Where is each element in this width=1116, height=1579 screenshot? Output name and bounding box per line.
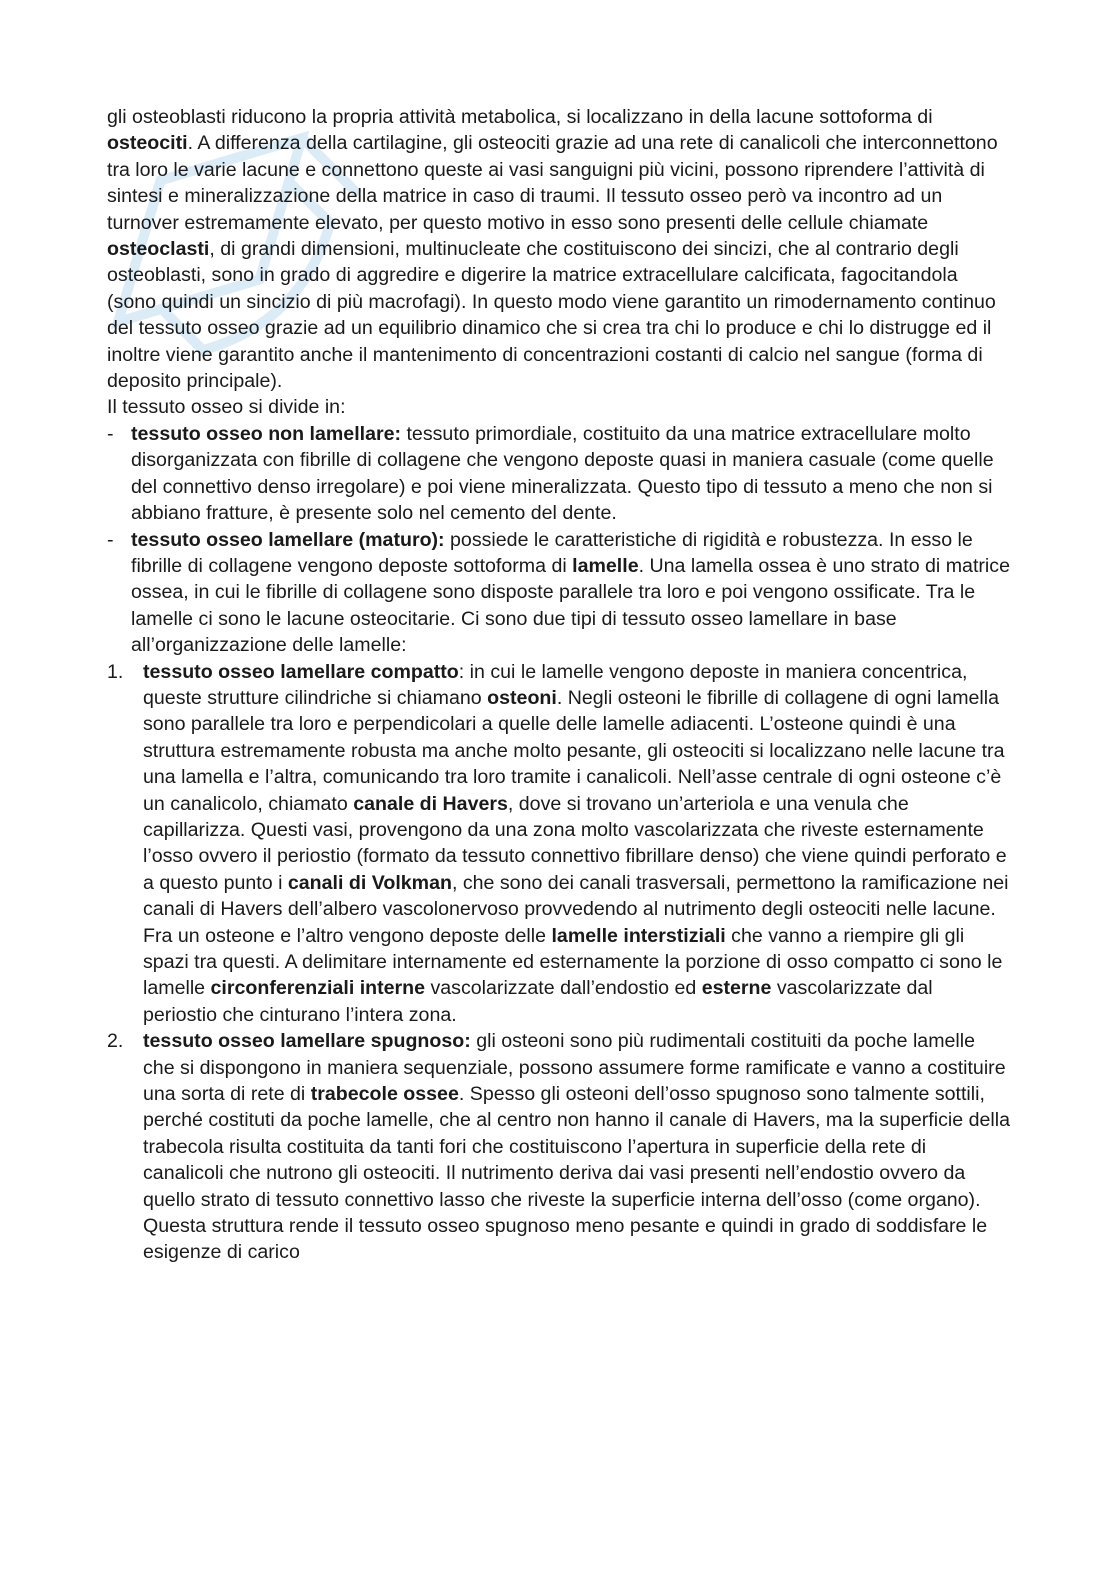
- text-run: . Una lamella ossea è uno strato di matrice ossea, in cui le fibrille di collagene sono disposte parallele tra loro e poi vengono ossificate. Tra le lamelle ci sono le lacune osteocitarie. Ci sono due tipi di tessuto osseo lamellare in base all’organizzazione delle lamelle:: [131, 554, 1010, 657]
- text-run: tessuto primordiale, costituito da una matrice extracellulare molto disorganizzata con fibrille di collagene che vengono deposte quasi in maniera casuale (come quelle del connettivo denso irregolare) e poi viene mineralizzata. Questo tipo di tessuto a meno che non si abbiano fratture, è presente solo nel cemento del dente.: [131, 422, 994, 525]
- bold-term: osteociti: [107, 132, 188, 155]
- bold-term: tessuto osseo lamellare compatto: [143, 660, 459, 683]
- text-run: , che sono dei canali trasversali, permettono la ramificazione nei canali di Havers dell’albero vascolonervoso provvedendo al nutrimento degli osteociti nelle lacune. Fra un osteone e l’altro vengono deposte delle: [143, 871, 1009, 947]
- list-marker: -: [107, 422, 114, 445]
- bold-term: osteoni: [487, 686, 557, 709]
- document-body: [107, 104, 1012, 1266]
- list-marker: 2.: [107, 1030, 124, 1053]
- dash-list: [107, 421, 1012, 659]
- bold-term: lamelle: [572, 554, 639, 577]
- text-run: , dove si trovano un’arteriola e una venula che capillarizza. Questi vasi, provengono da una zona molto vascolarizzata che riveste esternamente l’osso ovvero il periostio (formato da tessuto connettivo fibrillare denso) che viene quindi perforato e a questo punto i: [143, 792, 1007, 894]
- list-marker: -: [107, 528, 114, 551]
- bold-term: esterne: [701, 977, 772, 1000]
- intro-paragraph: [107, 104, 1012, 394]
- text-run: vascolarizzate dall’endostio ed: [425, 977, 702, 1000]
- bold-term: canali di Volkman: [287, 871, 452, 894]
- text-run: : in cui le lamelle vengono deposte in maniera concentrica, queste strutture cilindriche si chiamano: [143, 660, 968, 709]
- dash-list-item: [107, 421, 1012, 527]
- bold-term: canale di Havers: [353, 792, 508, 815]
- bold-term: tessuto osseo lamellare spugnoso:: [143, 1030, 471, 1053]
- divides-line: Il tessuto osseo si divide in:: [107, 396, 346, 419]
- dash-list-item: [107, 527, 1012, 659]
- numbered-list: [107, 659, 1012, 1266]
- text-run: . A differenza della cartilagine, gli osteociti grazie ad una rete di canalicoli che interconnettono tra loro le varie lacune e connettono queste ai vasi sanguigni più vicini, possono riprendere l’attività di sintesi e mineralizzazione della matrice in caso di traumi. Il tessuto osseo però va incontro ad un turnover estremamente elevato, per questo motivo in esso sono presenti delle cellule chiamate: [107, 132, 998, 234]
- text-run: gli osteoblasti riducono la propria attività metabolica, si localizzano in della lacune sottoforma di: [107, 106, 933, 128]
- list-marker: 1.: [107, 660, 124, 683]
- text-run: gli osteoni sono più rudimentali costituiti da poche lamelle che si dispongono in maniera sequenziale, possono assumere forme ramificate e vanno a costituire una sorta di rete di: [143, 1030, 1006, 1106]
- bold-term: osteoclasti: [107, 238, 210, 261]
- bold-term: tessuto osseo non lamellare:: [131, 422, 402, 445]
- text-run: vascolarizzate dal periostio che cinturano l’intera zona.: [143, 977, 933, 1026]
- bold-term: circonferenziali interne: [210, 977, 426, 1000]
- text-run: , di grandi dimensioni, multinucleate che costituiscono dei sincizi, che al contrario degli osteoblasti, sono in grado di aggredire e digerire la matrice extracellulare calcificata, fagocitandola (sono quindi un sincizio di più macrofagi). In questo modo viene garantito un rimodernamento continuo del tessuto osseo grazie ad un equilibrio dinamico che si crea tra chi lo produce e chi lo distrugge ed il inoltre viene garantito anche il mantenimento di concentrazioni costanti di calcio nel sangue (forma di deposito principale).: [107, 238, 996, 393]
- text-run: . Negli osteoni le fibrille di collagene di ogni lamella sono parallele tra loro e perpendicolari a quelle delle lamelle adiacenti. L’osteone quindi è una struttura estremamente robusta ma anche molto pesante, gli osteociti si localizzano nelle lacune tra una lamella e l’altra, comunicando tra loro tramite i canalicoli. Nell’asse centrale di ogni osteone c’è un canalicolo, chiamato: [143, 686, 1005, 815]
- text-run: che vanno a riempire gli gli spazi tra questi. A delimitare internamente ed esternamente la porzione di osso compatto ci sono le lamelle: [143, 924, 1003, 1000]
- bold-term: tessuto osseo lamellare (maturo):: [131, 528, 445, 551]
- text-run: . Spesso gli osteoni dell’osso spugnoso sono talmente sottili, perché costituti da poche lamelle, che al centro non hanno il canale di Havers, ma la superficie della trabecola risulta costituita da tanti fori che costituiscono l’apertura in superficie della rete di canalicoli che nutrono gli osteociti. Il nutrimento deriva dai vasi presenti nell’endostio ovvero da quello strato di tessuto connettivo lasso che riveste la superficie interna dell’osso (come organo). Questa struttura rende il tessuto osseo spugnoso meno pesante e quindi in grado di soddisfare le esigenze di carico: [143, 1083, 1010, 1264]
- text-run: possiede le caratteristiche di rigidità e robustezza. In esso le fibrille di collagene vengono deposte sottoforma di: [131, 528, 973, 577]
- bold-term: lamelle interstiziali: [551, 924, 726, 947]
- numbered-list-item: [107, 659, 1012, 1029]
- numbered-list-item: [107, 1028, 1012, 1266]
- bold-term: trabecole ossee: [310, 1083, 459, 1106]
